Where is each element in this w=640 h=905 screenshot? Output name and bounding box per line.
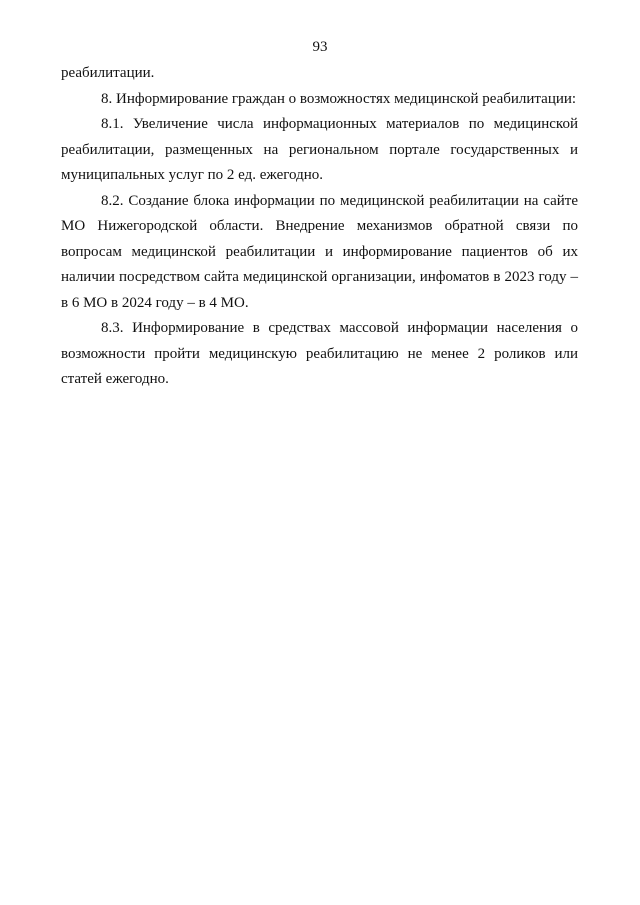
- document-body: [61, 61, 578, 393]
- paragraph-item-8-1: 8.1. Увеличение числа информационных материалов по медицинской реабилитации, размещенных на региональном портале государственных и муниципальных услуг по 2 ед. ежегодно.: [61, 116, 578, 183]
- paragraph-section-8: 8. Информирование граждан о возможностях медицинской реабилитации:: [101, 90, 577, 107]
- page-number: 93: [312, 39, 328, 55]
- paragraph-item-8-3: 8.3. Информирование в средствах массовой информации населения о возможности пройти медицинскую реабилитацию не менее 2 роликов или статей ежегодно.: [61, 320, 578, 387]
- paragraph-item-8-2: 8.2. Создание блока информации по медицинской реабилитации на сайте МО Нижегородской области. Внедрение механизмов обратной связи по вопросам медицинской реабилитации и информирование пациентов об их наличии посредством сайта медицинской организации, инфоматов в 2023 году – в 6 МО в 2024 году – в 4 МО.: [61, 192, 578, 311]
- paragraph-continuation: реабилитации.: [61, 65, 155, 81]
